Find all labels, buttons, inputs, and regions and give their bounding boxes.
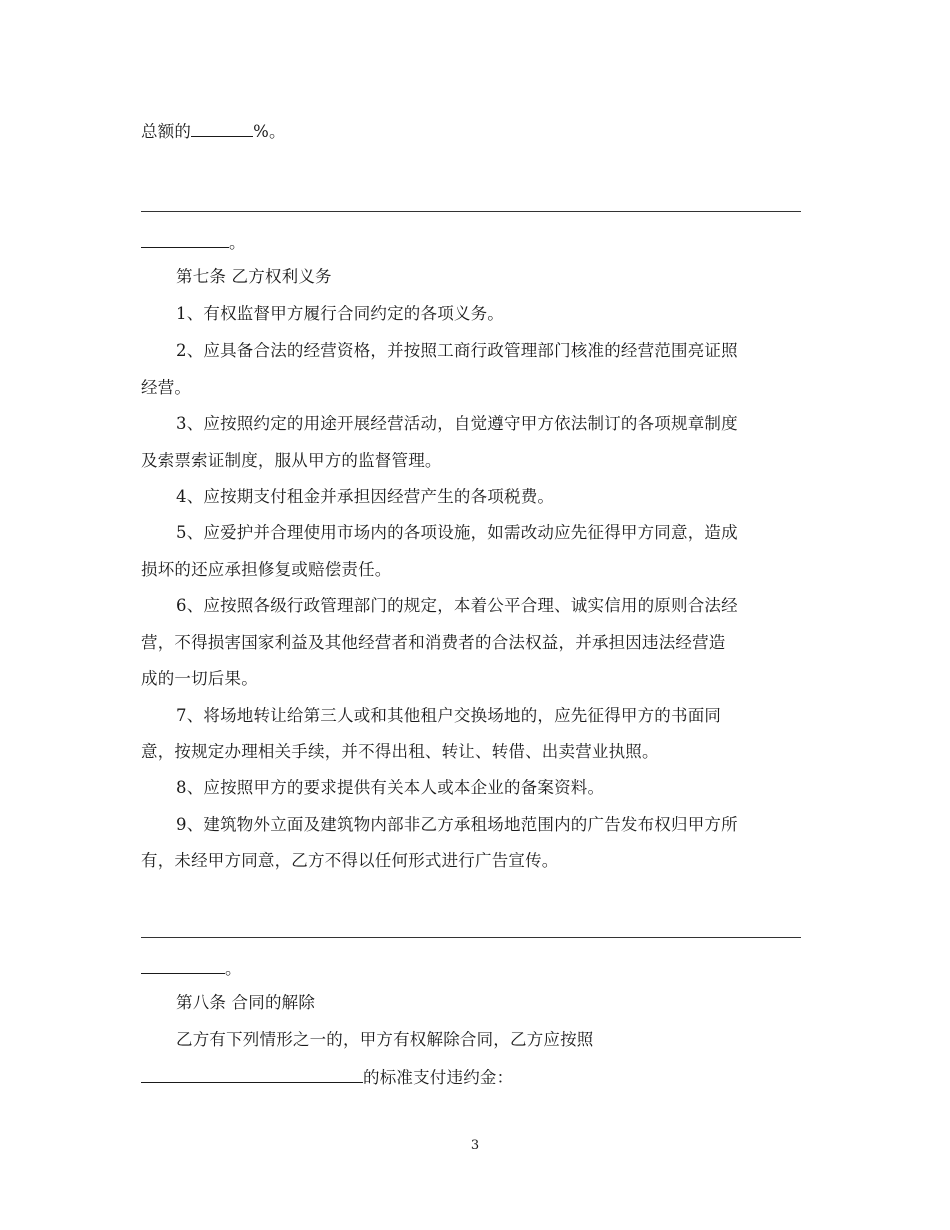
total-amount-prefix: 总额的 [141, 122, 192, 141]
fill-in-end-2: 。 [225, 959, 242, 978]
fill-in-end-1: 。 [229, 233, 246, 252]
article-8-penalty-suffix: 的标准支付违约金： [363, 1068, 514, 1087]
article-7-item-6-line-3: 成的一切后果。 [141, 669, 258, 688]
article-7-item-9-line-1: 9、建筑物外立面及建筑物内部非乙方承租场地范围内的广告发布权归甲方所 [176, 815, 738, 834]
total-amount-suffix: %。 [253, 122, 286, 141]
article-7-item-1: 1、有权监督甲方履行合同约定的各项义务。 [176, 304, 504, 323]
penalty-standard-blank [141, 1067, 363, 1083]
article-7-item-9-line-2: 有，未经甲方同意，乙方不得以任何形式进行广告宣传。 [141, 851, 559, 870]
article-7-item-3-line-1: 3、应按照约定的用途开展经营活动，自觉遵守甲方依法制订的各项规章制度 [176, 414, 738, 433]
article-7-item-8: 8、应按照甲方的要求提供有关本人或本企业的备案资料。 [176, 778, 605, 797]
article-7-heading: 第七条 乙方权利义务 [176, 267, 332, 286]
fill-in-rule-1 [141, 211, 801, 212]
page-number: 3 [470, 1138, 480, 1153]
article-7-item-2-line-1: 2、应具备合法的经营资格，并按照工商行政管理部门核准的经营范围亮证照 [176, 341, 738, 360]
fill-in-rule-2-continuation [141, 958, 242, 979]
fill-in-rule-1-continuation [141, 232, 246, 253]
article-8-penalty-line [141, 1067, 513, 1088]
fill-in-blank-2 [141, 958, 225, 974]
article-7-item-7-line-2: 意，按规定办理相关手续，并不得出租、转让、转借、出卖营业执照。 [141, 742, 659, 761]
article-7-item-7-line-1: 7、将场地转让给第三人或和其他租户交换场地的，应先征得甲方的书面同 [176, 706, 722, 725]
total-amount-line [141, 121, 286, 142]
article-7-item-5-line-2: 损坏的还应承担修复或赔偿责任。 [141, 560, 392, 579]
article-8-intro: 乙方有下列情形之一的，甲方有权解除合同，乙方应按照 [176, 1030, 594, 1049]
article-7-item-6-line-1: 6、应按照各级行政管理部门的规定，本着公平合理、诚实信用的原则合法经 [176, 596, 738, 615]
article-7-item-5-line-1: 5、应爱护并合理使用市场内的各项设施，如需改动应先征得甲方同意，造成 [176, 523, 738, 542]
article-7-item-4: 4、应按期支付租金并承担因经营产生的各项税费。 [176, 487, 555, 506]
percent-blank [191, 121, 253, 137]
article-7-item-3-line-2: 及索票索证制度，服从甲方的监督管理。 [141, 451, 442, 470]
article-8-heading: 第八条 合同的解除 [176, 993, 316, 1012]
fill-in-blank-1 [141, 232, 229, 248]
article-7-item-6-line-2: 营，不得损害国家利益及其他经营者和消费者的合法权益，并承担因违法经营造 [141, 633, 726, 652]
article-7-item-2-line-2: 经营。 [141, 378, 192, 397]
fill-in-rule-2 [141, 937, 801, 938]
